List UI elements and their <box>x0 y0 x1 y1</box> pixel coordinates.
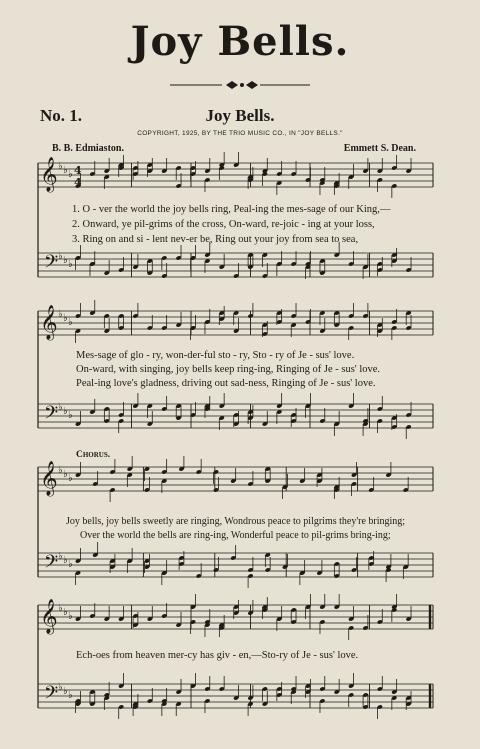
copyright-notice: COPYRIGHT, 1925, BY THE TRIO MUSIC CO., IN "JOY BELLS." <box>137 130 343 137</box>
bass-flat-sign: ♭ <box>63 686 68 697</box>
treble-clef: 𝄞 <box>40 305 58 340</box>
bass-flat-sign: ♭ <box>58 251 63 262</box>
treble-flat-sign: ♭ <box>68 611 73 622</box>
bass-flat-sign: ♭ <box>63 555 68 566</box>
treble-flat-sign: ♭ <box>68 473 73 484</box>
chorus-line-1: Joy bells, joy bells sweetly are ringing, Wondrous peace to pilgrims they're bringing; <box>66 516 406 527</box>
bass-flat-sign: ♭ <box>68 690 73 701</box>
verse-1-line-2: Mes-sage of glo - ry, won-der-ful sto - ry, Sto - ry of Je - sus' love. <box>76 350 355 361</box>
bass-flat-sign: ♭ <box>58 402 63 413</box>
treble-clef: 𝄞 <box>40 461 58 496</box>
chorus-line-2: Over the world the bells are ring-ing, Wonderful peace to pil-grims bring-ing; <box>80 530 391 541</box>
page-title: Joy Bells. <box>130 18 350 65</box>
verse-3-line-1: 3. Ring on and si - lent nev-er be, Ring out your joy from sea to sea, <box>72 234 359 245</box>
treble-flat-sign: ♭ <box>68 169 73 180</box>
treble-flat-sign: ♭ <box>68 317 73 328</box>
bass-flat-sign: ♭ <box>58 551 63 562</box>
bass-clef: 𝄢 <box>44 552 59 577</box>
bass-flat-sign: ♭ <box>58 682 63 693</box>
treble-flat-sign: ♭ <box>63 165 68 176</box>
treble-flat-sign: ♭ <box>58 161 63 172</box>
composer-credit: Emmett S. Dean. <box>343 143 416 154</box>
treble-flat-sign: ♭ <box>58 309 63 320</box>
time-signature: 4 <box>74 176 82 189</box>
treble-flat-sign: ♭ <box>63 313 68 324</box>
hymn-number: No. 1. <box>40 106 83 125</box>
hymn-name: Joy Bells. <box>205 106 275 125</box>
verse-2-line-1: 2. Onward, ye pil-grims of the cross, On-ward, re-joic - ing at your loss, <box>72 219 375 230</box>
treble-flat-sign: ♭ <box>63 469 68 480</box>
bass-flat-sign: ♭ <box>68 410 73 421</box>
chorus-label: Chorus. <box>76 450 111 460</box>
bass-clef: 𝄢 <box>44 683 59 708</box>
treble-clef: 𝄞 <box>40 157 58 192</box>
treble-flat-sign: ♭ <box>63 607 68 618</box>
bass-clef: 𝄢 <box>44 403 59 428</box>
treble-clef: 𝄞 <box>40 599 58 634</box>
treble-flat-sign: ♭ <box>58 465 63 476</box>
time-signature: 4 <box>74 164 82 177</box>
verse-2-line-2: On-ward, with singing, joy bells keep ring-ing, Ringing of Je - sus' love. <box>76 364 381 375</box>
bass-clef: 𝄢 <box>44 252 59 277</box>
bass-flat-sign: ♭ <box>63 255 68 266</box>
bass-flat-sign: ♭ <box>68 259 73 270</box>
bass-flat-sign: ♭ <box>68 559 73 570</box>
chorus-line-3: Ech-oes from heaven mer-cy has giv - en,—Sto-ry of Je - sus' love. <box>76 650 359 661</box>
lyricist-credit: B. B. Edmiaston. <box>52 143 124 154</box>
treble-flat-sign: ♭ <box>58 603 63 614</box>
verse-3-line-2: Peal-ing love's gladness, driving out sad-ness, Ringing of Je - sus' love. <box>76 378 376 389</box>
bass-flat-sign: ♭ <box>63 406 68 417</box>
verse-1-line-1: 1. O - ver the world the joy bells ring, Peal-ing the mes-sage of our King,— <box>72 204 391 215</box>
